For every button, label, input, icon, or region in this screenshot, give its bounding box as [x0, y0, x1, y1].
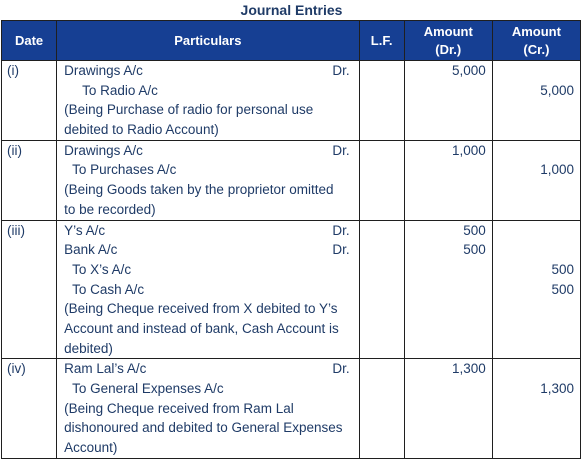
- entry-date: (iv): [2, 359, 57, 458]
- table-header-row: [2, 21, 581, 61]
- header-amount-cr: Amount (Cr.): [492, 21, 580, 61]
- entry-lf: [359, 61, 404, 141]
- entry-amount-cr: 500 500: [492, 220, 580, 359]
- entry-amount-dr: 1,000: [404, 140, 492, 220]
- header-date: Date: [2, 21, 57, 61]
- entry-date: (ii): [2, 140, 57, 220]
- table-row: [2, 61, 581, 141]
- entry-particulars: Drawings A/c Dr. To Radio A/c (Being Purchase of radio for personal use debited to Radio Account): [57, 61, 360, 141]
- header-particulars: Particulars: [57, 21, 360, 61]
- entry-lf: [359, 140, 404, 220]
- table-row: [2, 359, 581, 458]
- entry-particulars: Drawings A/c Dr. To Purchases A/c (Being Goods taken by the proprietor omitted to be recorded): [57, 140, 360, 220]
- header-amount-dr: Amount (Dr.): [404, 21, 492, 61]
- entry-amount-cr: 1,000: [492, 140, 580, 220]
- entry-particulars: Ram Lal’s A/c Dr. To General Expenses A/c (Being Cheque received from Ram Lal dishonoured and debited to General Expenses Account): [57, 359, 360, 458]
- page-title: Journal Entries: [240, 2, 343, 18]
- journal-table: [1, 20, 581, 459]
- entry-particulars: Y’s A/c Dr. Bank A/c Dr. To X’s A/c To Cash A/c (Being Cheque received from X debited to Y’s Account and instead of bank, Cash Account is debited): [57, 220, 360, 359]
- table-row: [2, 140, 581, 220]
- header-lf: L.F.: [359, 21, 404, 61]
- entry-date: (i): [2, 61, 57, 141]
- entry-amount-dr: 5,000: [404, 61, 492, 141]
- entry-amount-dr: 1,300: [404, 359, 492, 458]
- entry-date: (iii): [2, 220, 57, 359]
- entry-amount-cr: 1,300: [492, 359, 580, 458]
- entry-amount-cr: 5,000: [492, 61, 580, 141]
- entry-lf: [359, 359, 404, 458]
- entry-lf: [359, 220, 404, 359]
- entry-amount-dr: 500 500: [404, 220, 492, 359]
- table-row: [2, 220, 581, 359]
